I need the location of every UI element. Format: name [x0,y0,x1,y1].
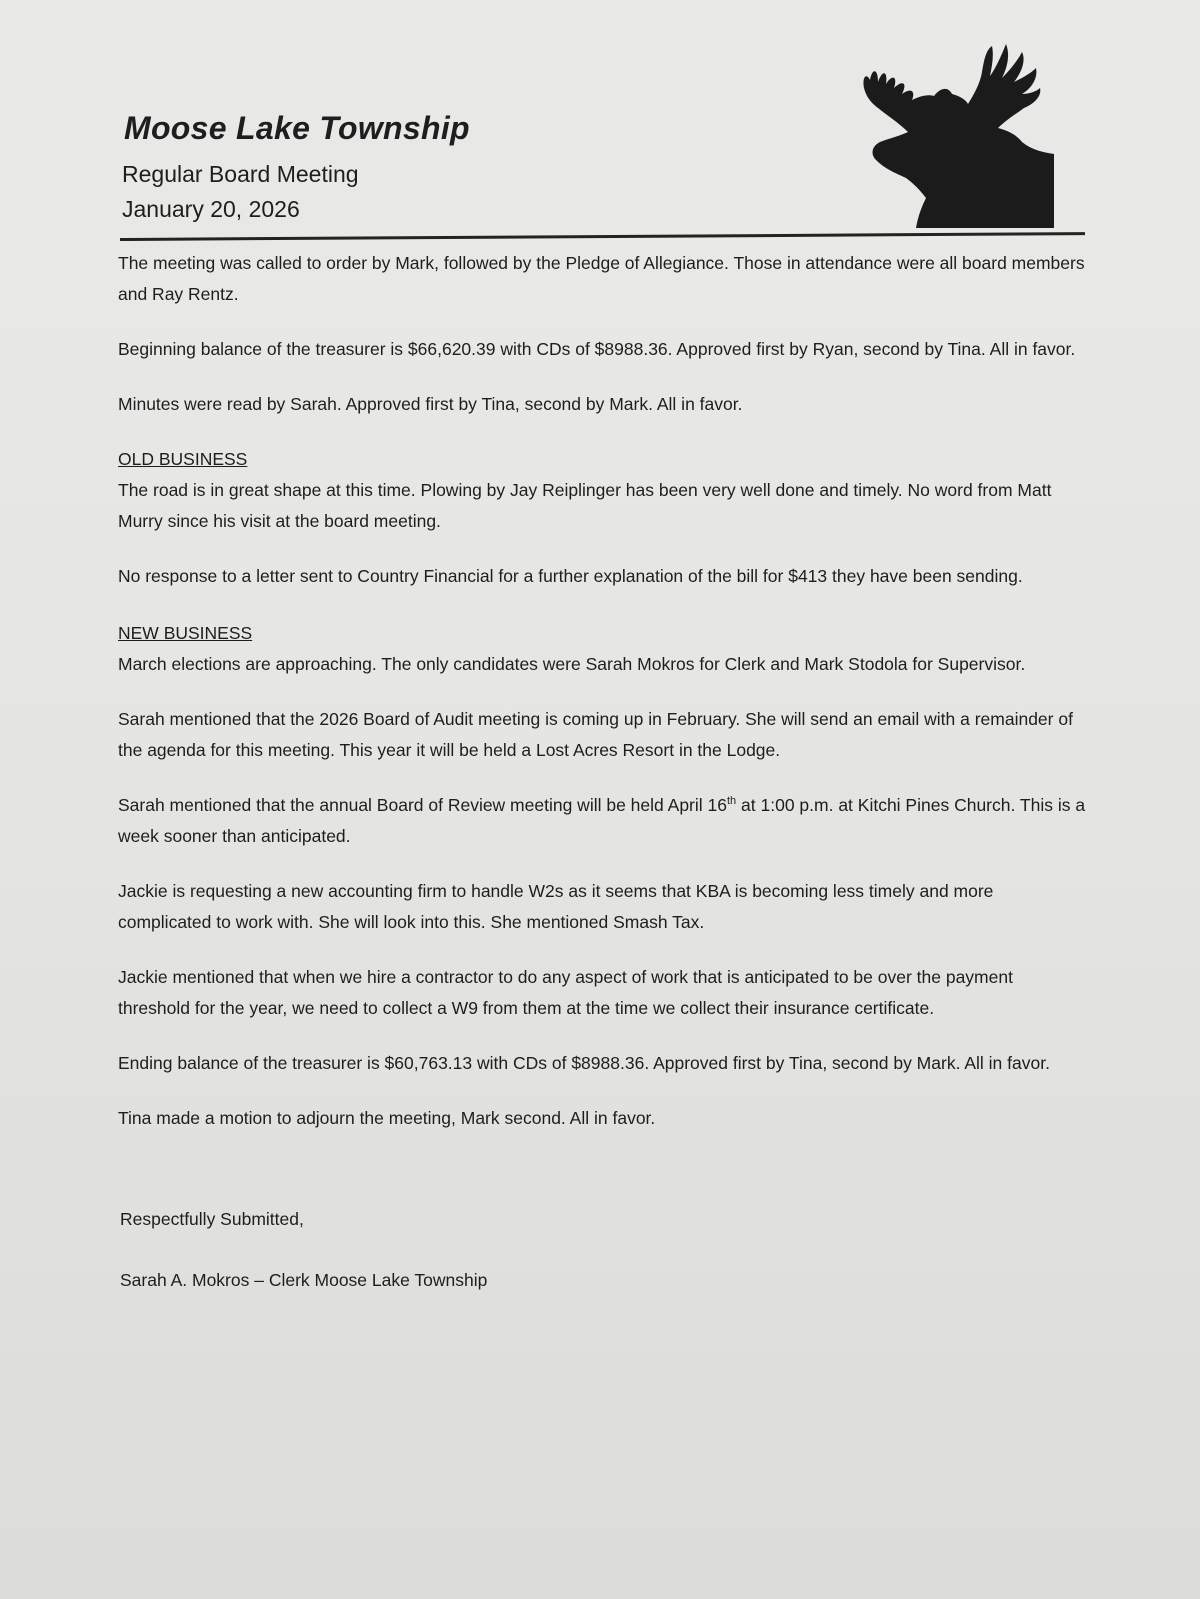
accounting-firm-paragraph: Jackie is requesting a new accounting firm to handle W2s as it seems that KBA is becoming less timely and more complicated to work with. She will look into this. She mentioned Smash Tax. [118,881,994,932]
old-business-heading: OLD BUSINESS [118,449,248,469]
new-business-section [118,618,1088,1134]
meeting-date: January 20, 2026 [122,196,300,222]
beginning-balance-paragraph: Beginning balance of the treasurer is $66,620.39 with CDs of $8988.36. Approved first by Ryan, second by Tina. All in favor. [118,339,1076,359]
review-text-before: Sarah mentioned that the annual Board of Review meeting will be held April 16 [118,795,727,815]
meeting-type: Regular Board Meeting [122,161,359,187]
adjourn-paragraph: Tina made a motion to adjourn the meeting, Mark second. All in favor. [118,1108,656,1128]
ending-balance-paragraph: Ending balance of the treasurer is $60,763.13 with CDs of $8988.36. Approved first by Tina, second by Mark. All in favor. [118,1053,1050,1073]
salutation: Respectfully Submitted, [120,1209,304,1229]
review-text-after: at 1:00 p.m. at Kitchi Pines Church. This is a week sooner than anticipated. [118,795,1086,846]
new-business-heading: NEW BUSINESS [118,623,253,643]
country-financial-paragraph: No response to a letter sent to Country Financial for a further explanation of the bill for $413 they have been sending. [118,566,1023,586]
call-to-order-paragraph: The meeting was called to order by Mark, followed by the Pledge of Allegiance. Those in attendance were all board members and Ray Rentz. [118,253,1085,304]
closing-block [118,1204,1088,1296]
header-divider [120,232,1085,241]
moose-logo-icon [856,38,1066,233]
minutes-read-paragraph: Minutes were read by Sarah. Approved first by Tina, second by Mark. All in favor. [118,394,743,414]
board-of-audit-paragraph: Sarah mentioned that the 2026 Board of Audit meeting is coming up in February. She will send an email with a remainder of the agenda for this meeting. This year it will be held a Lost Acres Resort in the Lodge. [118,709,1073,760]
w9-paragraph: Jackie mentioned that when we hire a contractor to do any aspect of work that is anticipated to be over the payment threshold for the year, we need to collect a W9 from them at the time we collect their insurance certificate. [118,967,1013,1018]
elections-paragraph: March elections are approaching. The only candidates were Sarah Mokros for Clerk and Mark Stodola for Supervisor. [118,654,1026,674]
board-of-review-paragraph [118,790,1088,852]
document-title: Moose Lake Township [124,110,470,146]
road-paragraph: The road is in great shape at this time. Plowing by Jay Reiplinger has been very well done and timely. No word from Matt Murry since his visit at the board meeting. [118,480,1052,531]
old-business-section [118,444,1088,592]
review-ordinal-suffix: th [727,795,737,808]
signature-line: Sarah A. Mokros – Clerk Moose Lake Township [120,1270,488,1290]
minutes-body [118,248,1088,1326]
